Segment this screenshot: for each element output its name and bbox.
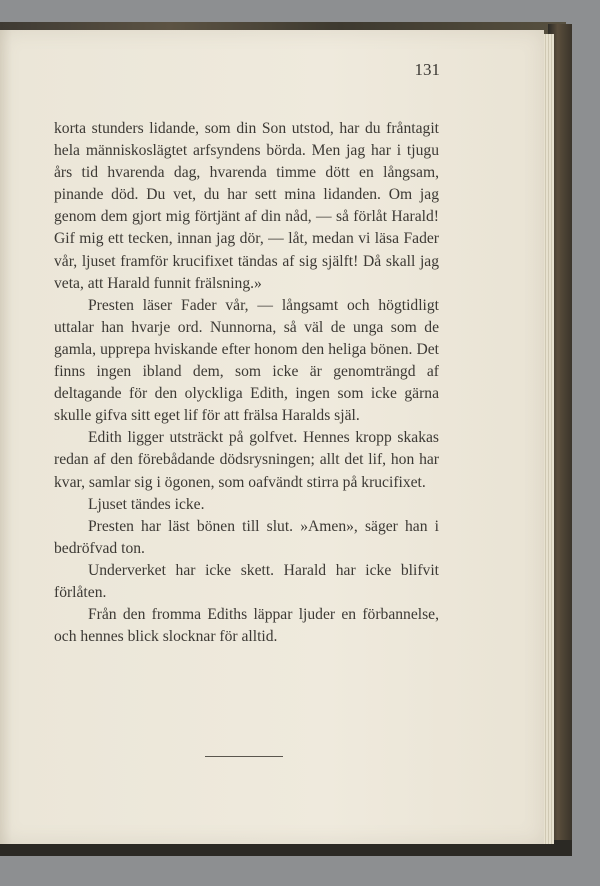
paragraph-4: Ljuset tändes icke.	[88, 495, 205, 513]
paragraph-5: Presten har läst bönen till slut. »Amen», säger han i bedröfvad ton.	[54, 517, 439, 557]
paragraph-7: Från den fromma Ediths läppar ljuder en förbannelse, och hennes blick slocknar för alltid.	[54, 606, 439, 646]
paragraph-1: korta stunders lidande, som din Son utstod, har du fråntagit hela människoslägtet arfsyndens börda. Men jag har i tjugu års tid hvarenda dag, hvarenda timme dött en långsam, pinande död. Du vet, du har sett mina lidanden. Om jag genom dem gjort mig förtjänt af din nåd, — så förlåt Harald! Gif mig ett tecken, innan jag dör, — låt, medan vi läsa Fader vår, ljuset framför krucifixet tändas af sig själft! Då skall jag veta, att Harald funnit frälsning.»	[54, 120, 439, 292]
paragraph-3: Edith ligger utsträckt på golfvet. Hennes kropp skakas redan af den förebådande dödsrysningen; allt det lif, hon har kvar, samlar sig i ögonen, som oafvändt stirra på krucifixet.	[54, 429, 439, 491]
body-text	[54, 118, 439, 648]
end-divider	[205, 756, 283, 757]
page-number: 131	[414, 60, 440, 79]
paragraph-2: Presten läser Fader vår, — långsamt och högtidligt uttalar han hvarje ord. Nunnorna, så väl de unga som de gamla, upprepa hviskande efter honom den heliga bönen. Det finns ingen ibland dem, som icke är genomträngd af deltagande för den olyckliga Edith, ingen som icke gärna skulle gifva sitt eget lif för att frälsa Haralds själ.	[54, 296, 439, 425]
paragraph-6: Underverket har icke skett. Harald har icke blifvit förlåten.	[54, 561, 439, 601]
